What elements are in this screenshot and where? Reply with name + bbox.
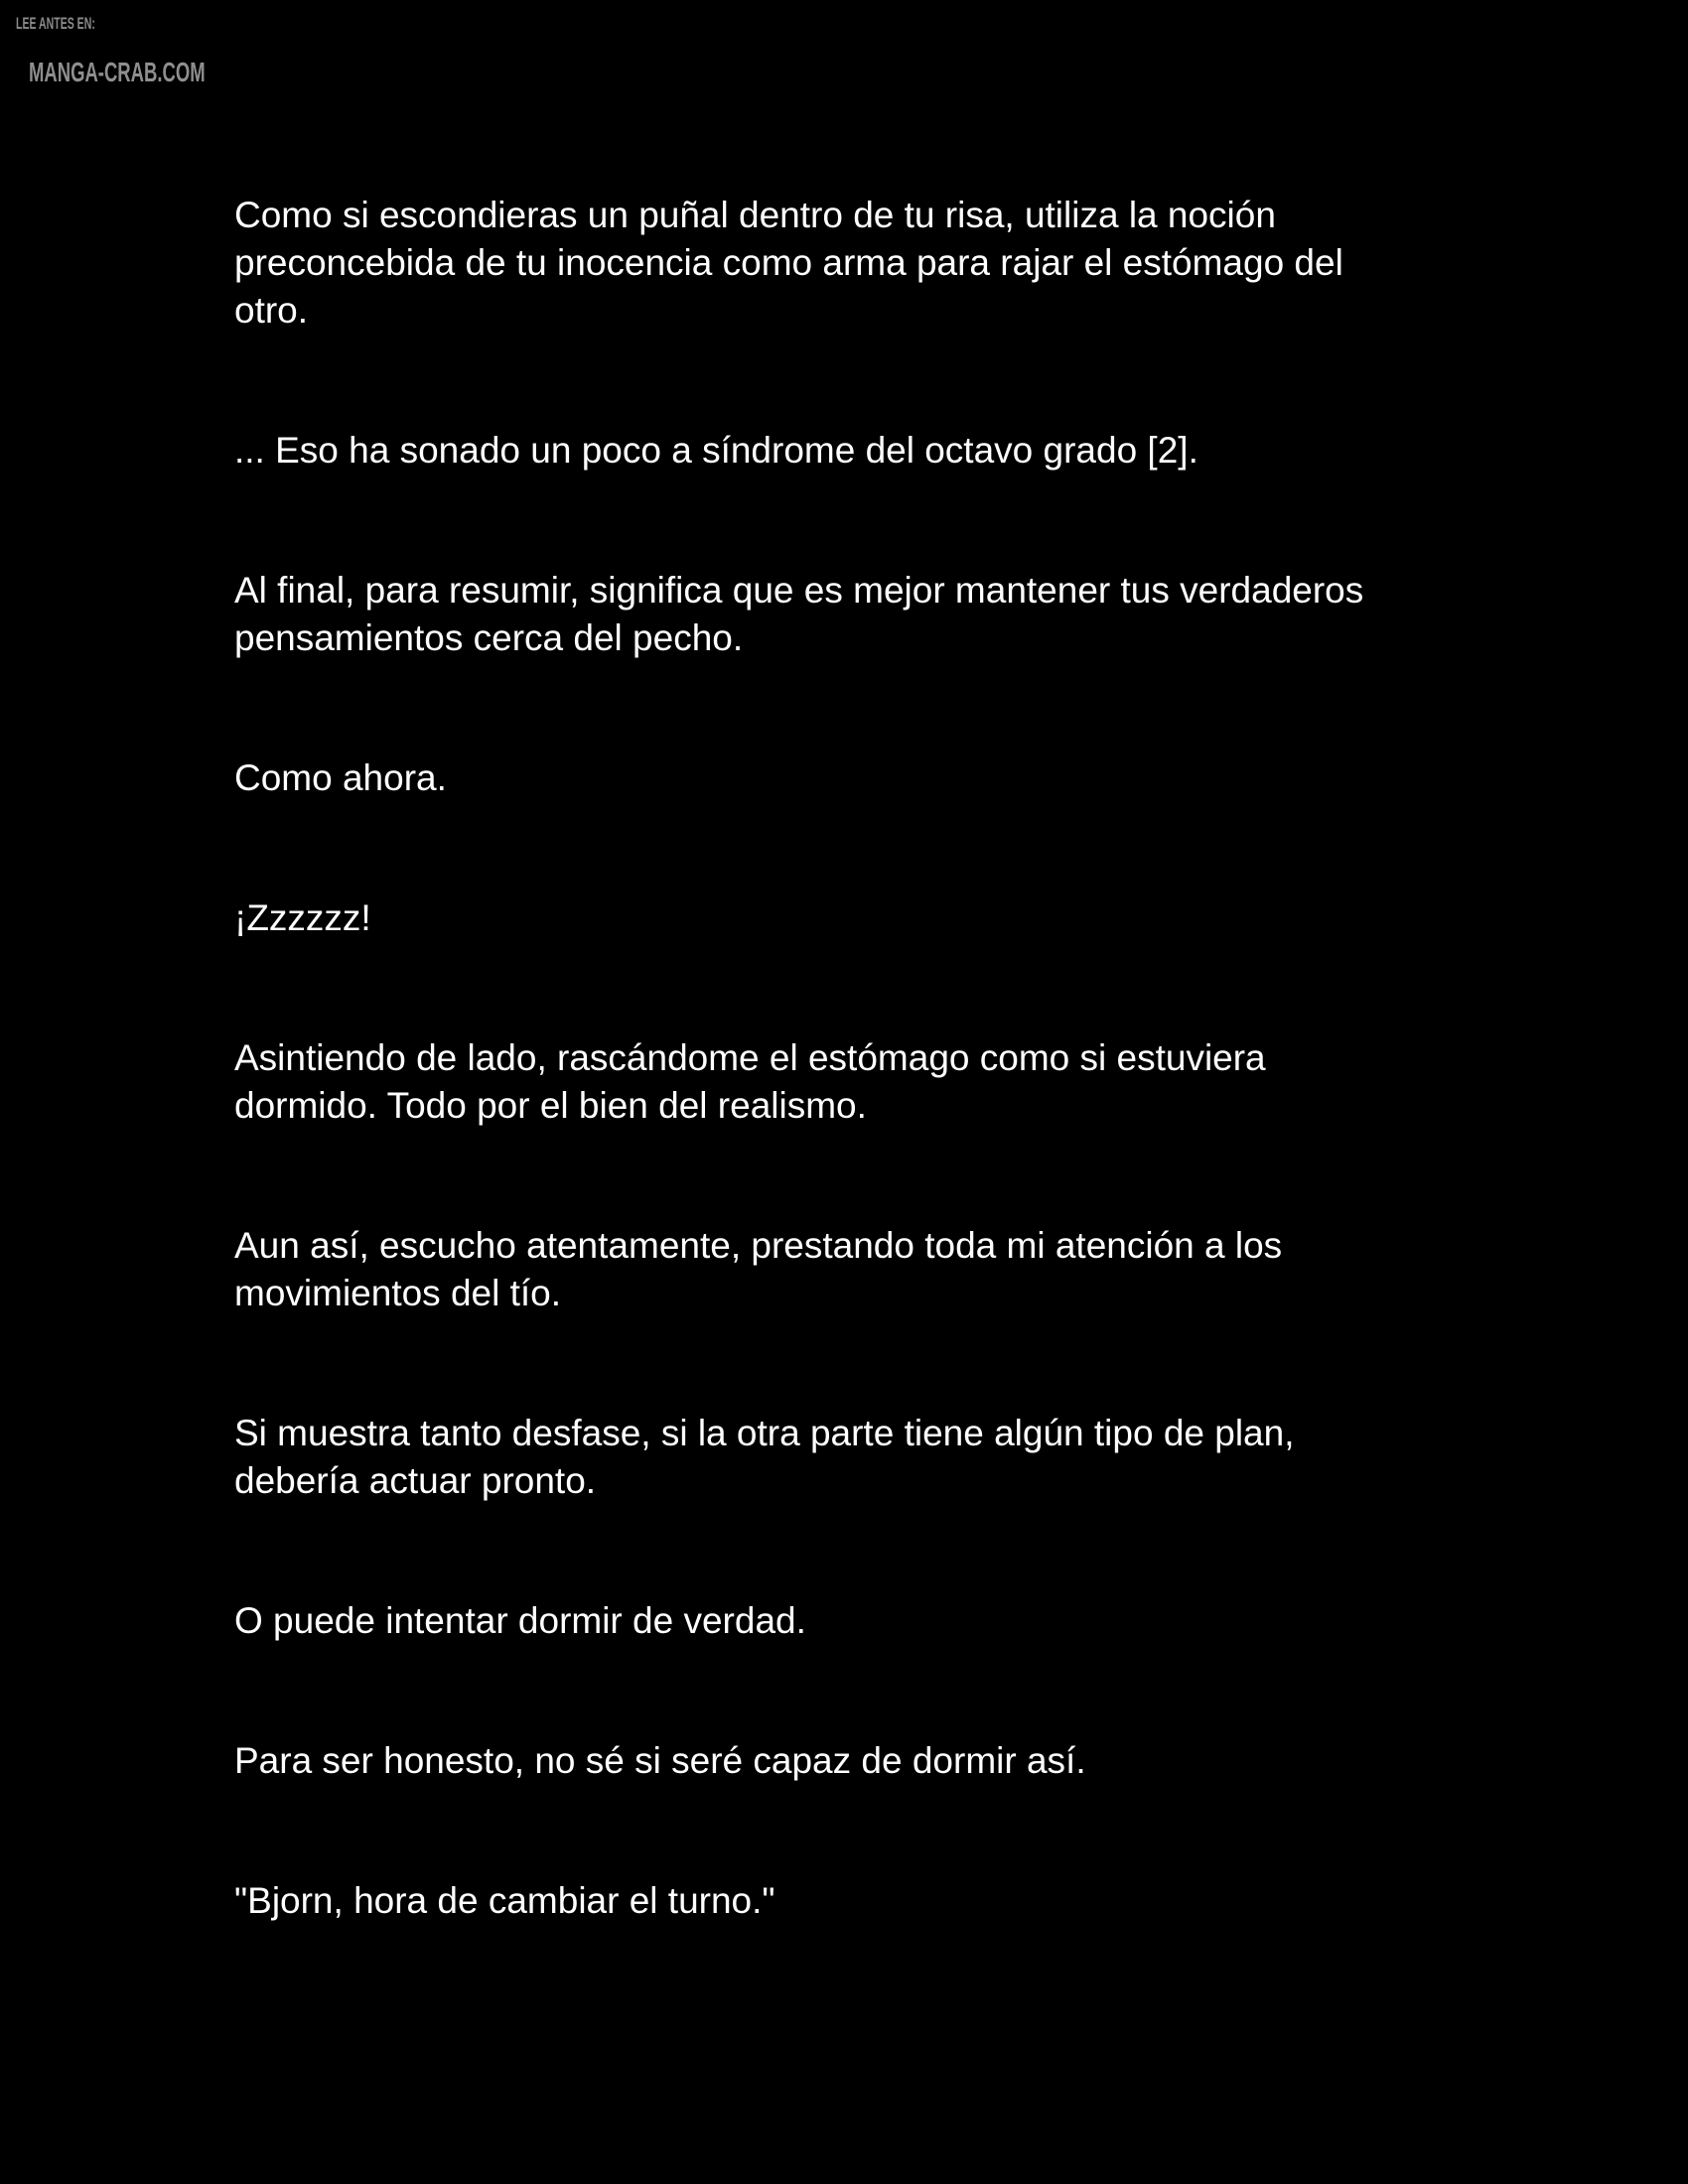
text-line: dormido. Todo por el bien del realismo.	[234, 1085, 867, 1126]
text-line: Como ahora.	[234, 757, 447, 798]
text-line: ¡Zzzzzz!	[234, 897, 371, 938]
text-line: otro.	[234, 290, 309, 331]
text-line: Al final, para resumir, significa que es mejor mantener tus verdaderos	[234, 570, 1364, 611]
paragraph	[234, 754, 1476, 802]
watermark	[0, 0, 318, 109]
paragraph	[234, 427, 1476, 475]
text-line: Si muestra tanto desfase, si la otra parte tiene algún tipo de plan,	[234, 1413, 1295, 1453]
paragraph	[234, 192, 1476, 335]
paragraph	[234, 1034, 1476, 1130]
text-line: Aun así, escucho atentamente, prestando toda mi atención a los	[234, 1225, 1283, 1266]
text-line: debería actuar pronto.	[234, 1460, 597, 1501]
text-line: ... Eso ha sonado un poco a síndrome del octavo grado [2].	[234, 430, 1198, 471]
text-line: movimientos del tío.	[234, 1273, 562, 1313]
text-body	[234, 192, 1476, 2017]
watermark-site: MANGA-CRAB.COM	[29, 57, 206, 87]
paragraph	[234, 567, 1476, 662]
paragraph	[234, 1737, 1476, 1785]
text-line: Para ser honesto, no sé si seré capaz de dormir así.	[234, 1740, 1086, 1781]
paragraph	[234, 1410, 1476, 1505]
text-line: Como si escondieras un puñal dentro de tu risa, utiliza la noción	[234, 195, 1276, 235]
text-line: Asintiendo de lado, rascándome el estómago como si estuviera	[234, 1037, 1266, 1078]
paragraph	[234, 1222, 1476, 1317]
text-line: "Bjorn, hora de cambiar el turno."	[234, 1880, 775, 1921]
text-line: preconcebida de tu inocencia como arma para rajar el estómago del	[234, 242, 1343, 283]
text-line: O puede intentar dormir de verdad.	[234, 1600, 806, 1641]
paragraph	[234, 1877, 1476, 1925]
paragraph	[234, 1597, 1476, 1645]
paragraph	[234, 894, 1476, 942]
text-line: pensamientos cerca del pecho.	[234, 617, 744, 658]
watermark-caption: LEE ANTES EN:	[16, 14, 95, 33]
